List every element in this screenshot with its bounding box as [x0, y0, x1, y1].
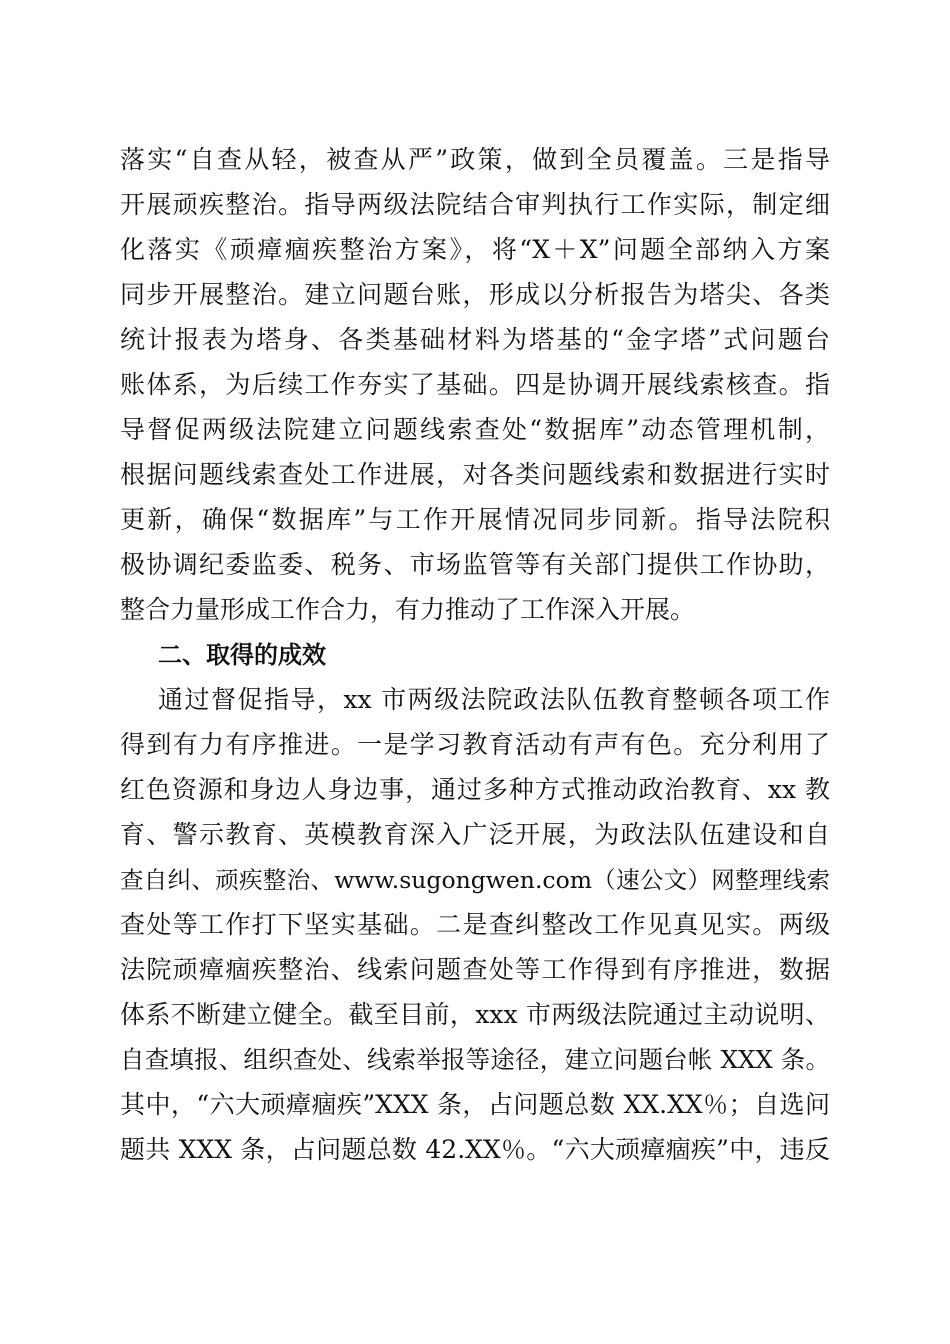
text-line: 整合力量形成工作合力，有力推动了工作深入开展。: [120, 595, 696, 624]
text-line: 通过督促指导，xx 市两级法院政法队伍教育整顿各项工作: [158, 685, 830, 714]
text-line: 导督促两级法院建立问题线索查处“数据库”动态管理机制，: [120, 415, 830, 444]
text-line: 化落实《顽瘴痼疾整治方案》，将“X＋X”问题全部纳入方案: [120, 235, 830, 264]
text-line: 极协调纪委监委、税务、市场监管等有关部门提供工作协助，: [120, 550, 830, 579]
section-heading: 二、取得的成效: [158, 641, 326, 669]
text-line: 同步开展整治。建立问题台账，形成以分析报告为塔尖、各类: [120, 280, 830, 309]
text-line: 查自纠、顽疾整治、www.sugongwen.com（速公文）网整理线索: [120, 866, 830, 894]
text-line: 查处等工作打下坚实基础。二是查纠整改工作见真见实。两级: [120, 910, 830, 939]
text-line: 落实“自查从轻，被查从严”政策，做到全员覆盖。三是指导: [120, 145, 830, 174]
text-line: 更新，确保“数据库”与工作开展情况同步同新。指导法院积: [120, 505, 830, 534]
text-line: 题共 XXX 条，占问题总数 42.XX％。“六大顽瘴痼疾”中，违反: [120, 1135, 830, 1164]
text-line: 其中，“六大顽瘴痼疾”XXX 条，占问题总数 XX.XX％；自选问: [120, 1090, 830, 1119]
text-line: 法院顽瘴痼疾整治、线索问题查处等工作得到有序推进，数据: [120, 955, 830, 984]
text-line: 得到有力有序推进。一是学习教育活动有声有色。充分利用了: [120, 730, 830, 759]
text-line: 根据问题线索查处工作进展，对各类问题线索和数据进行实时: [120, 460, 830, 489]
text-line: 育、警示教育、英模教育深入广泛开展，为政法队伍建设和自: [120, 820, 830, 849]
text-line: 统计报表为塔身、各类基础材料为塔基的“金字塔”式问题台: [120, 325, 830, 354]
text-line: 体系不断建立健全。截至目前，xxx 市两级法院通过主动说明、: [120, 1000, 830, 1029]
text-line: 自查填报、组织查处、线索举报等途径，建立问题台帐 XXX 条。: [120, 1045, 830, 1074]
text-line: 账体系，为后续工作夯实了基础。四是协调开展线索核查。指: [120, 370, 830, 399]
text-line: 开展顽疾整治。指导两级法院结合审判执行工作实际，制定细: [120, 190, 830, 219]
text-line: 红色资源和身边人身边事，通过多种方式推动政治教育、xx 教: [120, 775, 830, 804]
